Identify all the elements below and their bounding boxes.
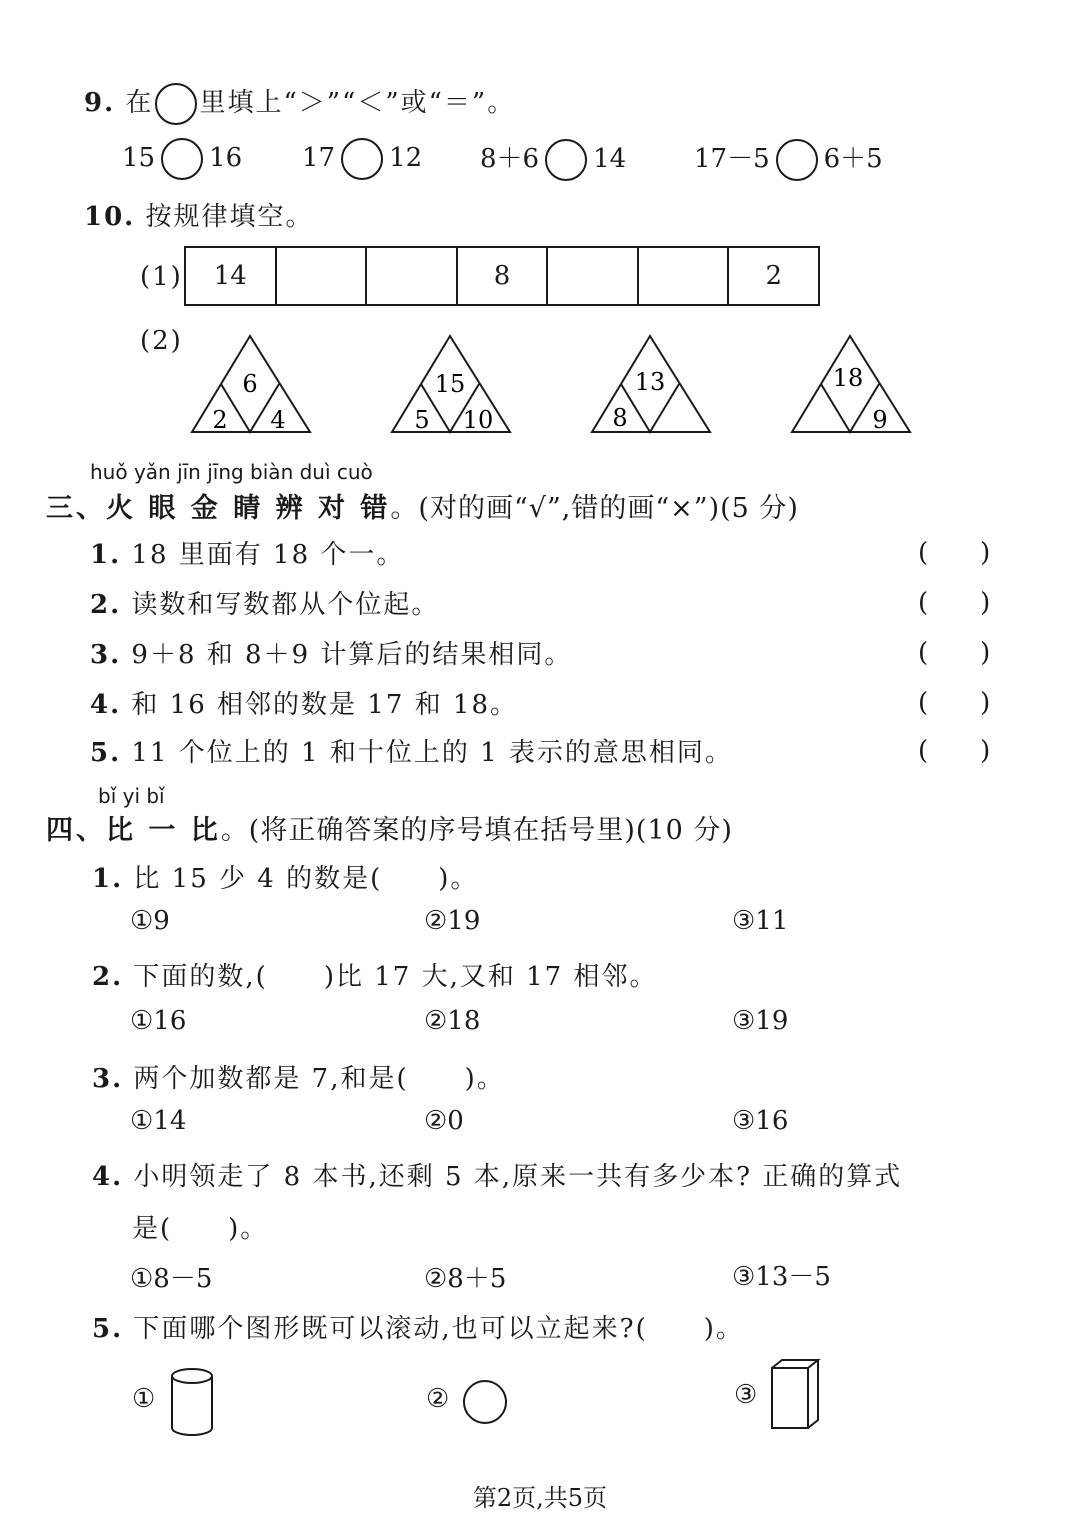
section-4-pinyin: bǐ yi bǐ <box>98 784 165 808</box>
compare-left: 17－5 <box>694 144 770 174</box>
item-text: 和 16 相邻的数是 17 和 18。 <box>131 690 518 720</box>
sequence-cell[interactable]: 14 <box>186 248 277 304</box>
answer-paren[interactable]: ( ) <box>918 538 991 568</box>
choice-question-2 <box>92 956 657 993</box>
page-number: 第2页,共5页 <box>472 1484 608 1512</box>
option-2[interactable]: ②8＋5 <box>424 1264 507 1294</box>
compare-right: 6＋5 <box>823 144 883 174</box>
number-triangle-2 <box>390 334 514 436</box>
compare-item-3 <box>480 138 626 181</box>
item-number: 1. <box>90 540 122 570</box>
sequence-cell[interactable]: 2 <box>765 261 783 291</box>
item-number: 2. <box>92 962 124 992</box>
judge-item-3 <box>90 634 572 671</box>
question-text-after: 里填上“＞”“＜”或“＝”。 <box>199 88 516 118</box>
triangle-right: 10 <box>462 406 494 434</box>
option-1[interactable]: ① <box>132 1384 156 1414</box>
item-text: 18 里面有 18 个一。 <box>131 540 405 570</box>
item-text-line-2: 是( )。 <box>132 1214 269 1244</box>
choice-question-4 <box>92 1156 902 1193</box>
option-3[interactable]: ③ <box>734 1380 758 1410</box>
option-1[interactable]: ①9 <box>130 906 170 936</box>
compare-right: 14 <box>593 144 627 174</box>
triangle-top: 6 <box>242 370 258 398</box>
item-text: 下面哪个图形既可以滚动,也可以立起来?( )。 <box>133 1314 744 1344</box>
sequence-cell[interactable] <box>548 248 639 304</box>
compare-left: 15 <box>122 143 156 173</box>
answer-circle[interactable] <box>545 139 587 181</box>
option-2[interactable]: ②18 <box>424 1006 481 1036</box>
triangle-right: 9 <box>872 406 888 434</box>
triangle-left: 2 <box>212 406 228 434</box>
item-text: 下面的数,( )比 17 大,又和 17 相邻。 <box>133 962 658 992</box>
triangle-top: 15 <box>434 370 466 398</box>
triangle-left: 5 <box>414 406 430 434</box>
compare-item-1 <box>122 138 242 180</box>
compare-left: 8＋6 <box>480 144 540 174</box>
item-number: 3. <box>90 640 122 670</box>
number-triangle-4 <box>790 334 914 436</box>
judge-item-4 <box>90 684 518 721</box>
option-2[interactable]: ② <box>426 1384 450 1414</box>
answer-circle[interactable] <box>341 138 383 180</box>
sequence-row <box>184 246 820 306</box>
choice-question-5 <box>92 1308 744 1345</box>
item-number: 3. <box>92 1064 124 1094</box>
question-10 <box>84 196 314 233</box>
judge-item-5 <box>90 732 733 769</box>
item-number: 2. <box>90 590 122 620</box>
sequence-cell[interactable]: 8 <box>458 248 549 304</box>
section-4-subtitle: 。(将正确答案的序号填在括号里)(10 分) <box>220 815 733 846</box>
cylinder-icon <box>168 1366 218 1438</box>
item-text: 两个加数都是 7,和是( )。 <box>133 1064 505 1094</box>
sequence-cell[interactable] <box>367 248 458 304</box>
choice-question-1 <box>92 858 478 895</box>
section-4-title: 四、比 一 比 <box>46 815 221 846</box>
option-3[interactable]: ③11 <box>732 906 789 936</box>
item-text: 11 个位上的 1 和十位上的 1 表示的意思相同。 <box>131 738 733 768</box>
item-text: 读数和写数都从个位起。 <box>131 590 440 620</box>
option-2[interactable]: ②0 <box>424 1106 464 1136</box>
compare-right: 16 <box>209 143 243 173</box>
item-number: 4. <box>90 690 122 720</box>
judge-item-2 <box>90 584 439 621</box>
question-text: 按规律填空。 <box>145 202 314 232</box>
section-4-heading <box>46 808 733 847</box>
triangle-top: 18 <box>832 364 864 392</box>
answer-circle[interactable] <box>776 139 818 181</box>
choice-question-3 <box>92 1058 505 1095</box>
triangle-top: 13 <box>634 368 666 396</box>
section-3-heading <box>46 486 799 525</box>
blank-circle <box>155 83 197 125</box>
item-text: 9＋8 和 8＋9 计算后的结果相同。 <box>131 640 573 670</box>
triangle-left: 8 <box>612 404 628 432</box>
judge-item-1 <box>90 534 404 571</box>
compare-item-4 <box>694 138 883 181</box>
part-label-2: (2) <box>140 326 183 356</box>
question-text-before: 在 <box>125 88 154 118</box>
item-number: 1. <box>92 864 124 894</box>
answer-paren[interactable]: ( ) <box>918 638 991 668</box>
number-triangle-1 <box>190 334 314 436</box>
item-text: 比 15 少 4 的数是( )。 <box>133 864 479 894</box>
number-triangle-3 <box>590 334 714 436</box>
item-number: 4. <box>92 1162 124 1192</box>
section-3-title: 三、火 眼 金 睛 辨 对 错 <box>46 493 391 524</box>
option-3[interactable]: ③19 <box>732 1006 789 1036</box>
option-1[interactable]: ①16 <box>130 1006 187 1036</box>
item-text: 小明领走了 8 本书,还剩 5 本,原来一共有多少本? 正确的算式 <box>133 1162 903 1192</box>
answer-paren[interactable]: ( ) <box>918 736 991 766</box>
section-3-subtitle: 。(对的画“√”,错的画“×”)(5 分) <box>390 493 799 524</box>
item-number: 5. <box>92 1314 124 1344</box>
option-2[interactable]: ②19 <box>424 906 481 936</box>
triangle-right: 4 <box>270 406 286 434</box>
part-label-1: (1) <box>140 262 183 292</box>
answer-circle[interactable] <box>161 138 203 180</box>
cuboid-icon <box>768 1356 824 1434</box>
compare-left: 17 <box>302 143 336 173</box>
section-3-pinyin: huǒ yǎn jīn jīng biàn duì cuò <box>90 460 373 484</box>
question-9 <box>84 82 515 125</box>
compare-item-2 <box>302 138 422 180</box>
option-3[interactable]: ③13－5 <box>732 1262 831 1292</box>
sequence-cell[interactable] <box>277 248 368 304</box>
answer-paren[interactable]: ( ) <box>918 588 991 618</box>
option-1[interactable]: ①14 <box>130 1106 187 1136</box>
answer-paren[interactable]: ( ) <box>918 688 991 718</box>
compare-right: 12 <box>389 143 423 173</box>
question-number: 9. <box>84 88 116 118</box>
sphere-icon <box>460 1378 512 1426</box>
option-3[interactable]: ③16 <box>732 1106 789 1136</box>
item-number: 5. <box>90 738 122 768</box>
sequence-cell[interactable] <box>639 248 730 304</box>
option-1[interactable]: ①8－5 <box>130 1264 213 1294</box>
question-number: 10. <box>84 202 136 232</box>
